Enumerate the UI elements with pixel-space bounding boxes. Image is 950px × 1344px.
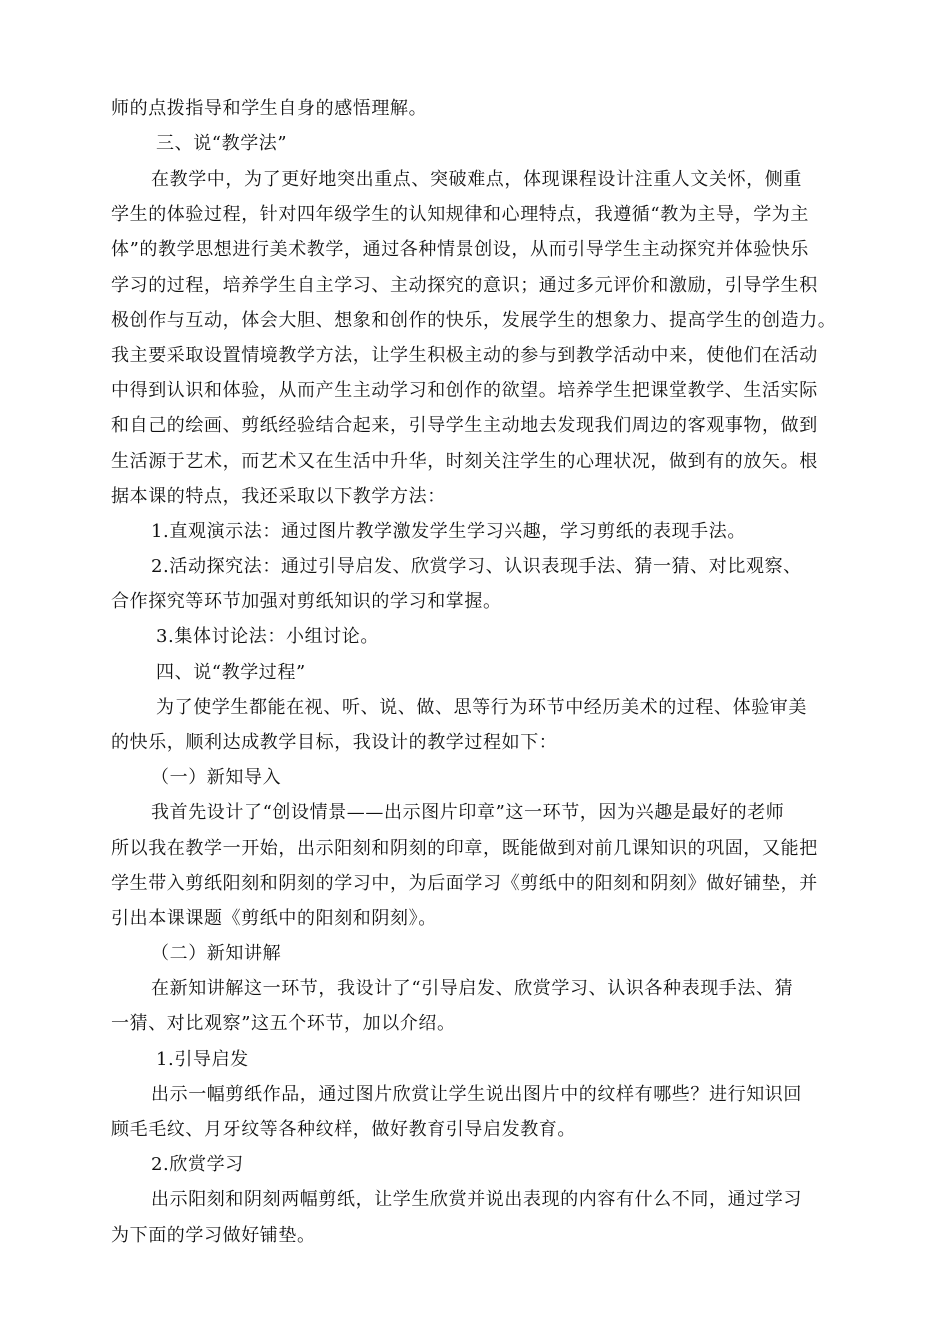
paragraph-line: 和自己的绘画、剪纸经验结合起来，引导学生主动地去发现我们周边的客观事物，做到 [111, 415, 818, 436]
paragraph-line: 为下面的学习做好铺垫。 [111, 1225, 316, 1246]
paragraph-line: 生活源于艺术，而艺术又在生活中升华，时刻关注学生的心理状况，做到有的放矢。根 [111, 451, 818, 472]
paragraph-line: 体”的教学思想进行美术教学，通过各种情景创设，从而引导学生主动探究并体验快乐 [111, 239, 809, 260]
list-item-method-1: 1.直观演示法：通过图片教学激发学生学习兴趣，学习剪纸的表现手法。 [151, 521, 746, 542]
paragraph-line: 出示一幅剪纸作品，通过图片欣赏让学生说出图片中的纹样有哪些？进行知识回 [151, 1084, 802, 1105]
paragraph-line: 合作探究等环节加强对剪纸知识的学习和掌握。 [111, 591, 502, 612]
list-item-method-2: 2.活动探究法：通过引导启发、欣赏学习、认识表现手法、猜一猜、对比观察、 [151, 556, 802, 577]
list-item-guidance: 1.引导启发 [156, 1049, 249, 1070]
section-heading-teaching-process: 四、说“教学过程” [156, 662, 306, 683]
paragraph-line: 中得到认识和体验，从而产生主动学习和创作的欲望。培养学生把课堂教学、生活实际 [111, 380, 818, 401]
paragraph-line: 一猜、对比观察”这五个环节，加以介绍。 [111, 1013, 456, 1034]
paragraph-line: 极创作与互动，体会大胆、想象和创作的快乐，发展学生的想象力、提高学生的创造力。 [111, 310, 837, 331]
subsection-heading-explanation: （二）新知讲解 [151, 943, 282, 964]
paragraph-line: 师的点拨指导和学生自身的感悟理解。 [111, 98, 428, 119]
paragraph-line: 学生带入剪纸阳刻和阴刻的学习中，为后面学习《剪纸中的阳刻和阴刻》做好铺垫，并 [111, 873, 818, 894]
paragraph-line: 的快乐，顺利达成教学目标，我设计的教学过程如下： [111, 732, 558, 753]
paragraph-line: 我主要采取设置情境教学方法，让学生积极主动的参与到教学活动中来，使他们在活动 [111, 345, 818, 366]
paragraph-line: 所以我在教学一开始，出示阳刻和阴刻的印章，既能做到对前几课知识的巩固，又能把 [111, 838, 818, 859]
subsection-heading-introduction: （一）新知导入 [151, 767, 282, 788]
paragraph-line: 学生的体验过程，针对四年级学生的认知规律和心理特点，我遵循“教为主导，学为主 [111, 204, 809, 225]
paragraph-line: 在教学中，为了更好地突出重点、突破难点，体现课程设计注重人文关怀，侧重 [151, 169, 802, 190]
paragraph-line: 在新知讲解这一环节，我设计了“引导启发、欣赏学习、认识各种表现手法、猜 [151, 978, 794, 999]
paragraph-line: 引出本课课题《剪纸中的阳刻和阴刻》。 [111, 908, 437, 929]
section-heading-teaching-methods: 三、说“教学法” [156, 133, 288, 154]
list-item-appreciation: 2.欣赏学习 [151, 1154, 244, 1175]
paragraph-line: 我首先设计了“创设情景——出示图片印章”这一环节，因为兴趣是最好的老师 [151, 802, 785, 823]
list-item-method-3: 3.集体讨论法：小组讨论。 [156, 626, 379, 647]
paragraph-line: 据本课的特点，我还采取以下教学方法： [111, 486, 446, 507]
paragraph-line: 为了使学生都能在视、听、说、做、思等行为环节中经历美术的过程、体验审美 [156, 697, 807, 718]
paragraph-line: 学习的过程，培养学生自主学习、主动探究的意识；通过多元评价和激励，引导学生积 [111, 275, 818, 296]
paragraph-line: 顾毛毛纹、月牙纹等各种纹样，做好教育引导启发教育。 [111, 1119, 576, 1140]
paragraph-line: 出示阳刻和阴刻两幅剪纸，让学生欣赏并说出表现的内容有什么不同，通过学习 [151, 1189, 802, 1210]
